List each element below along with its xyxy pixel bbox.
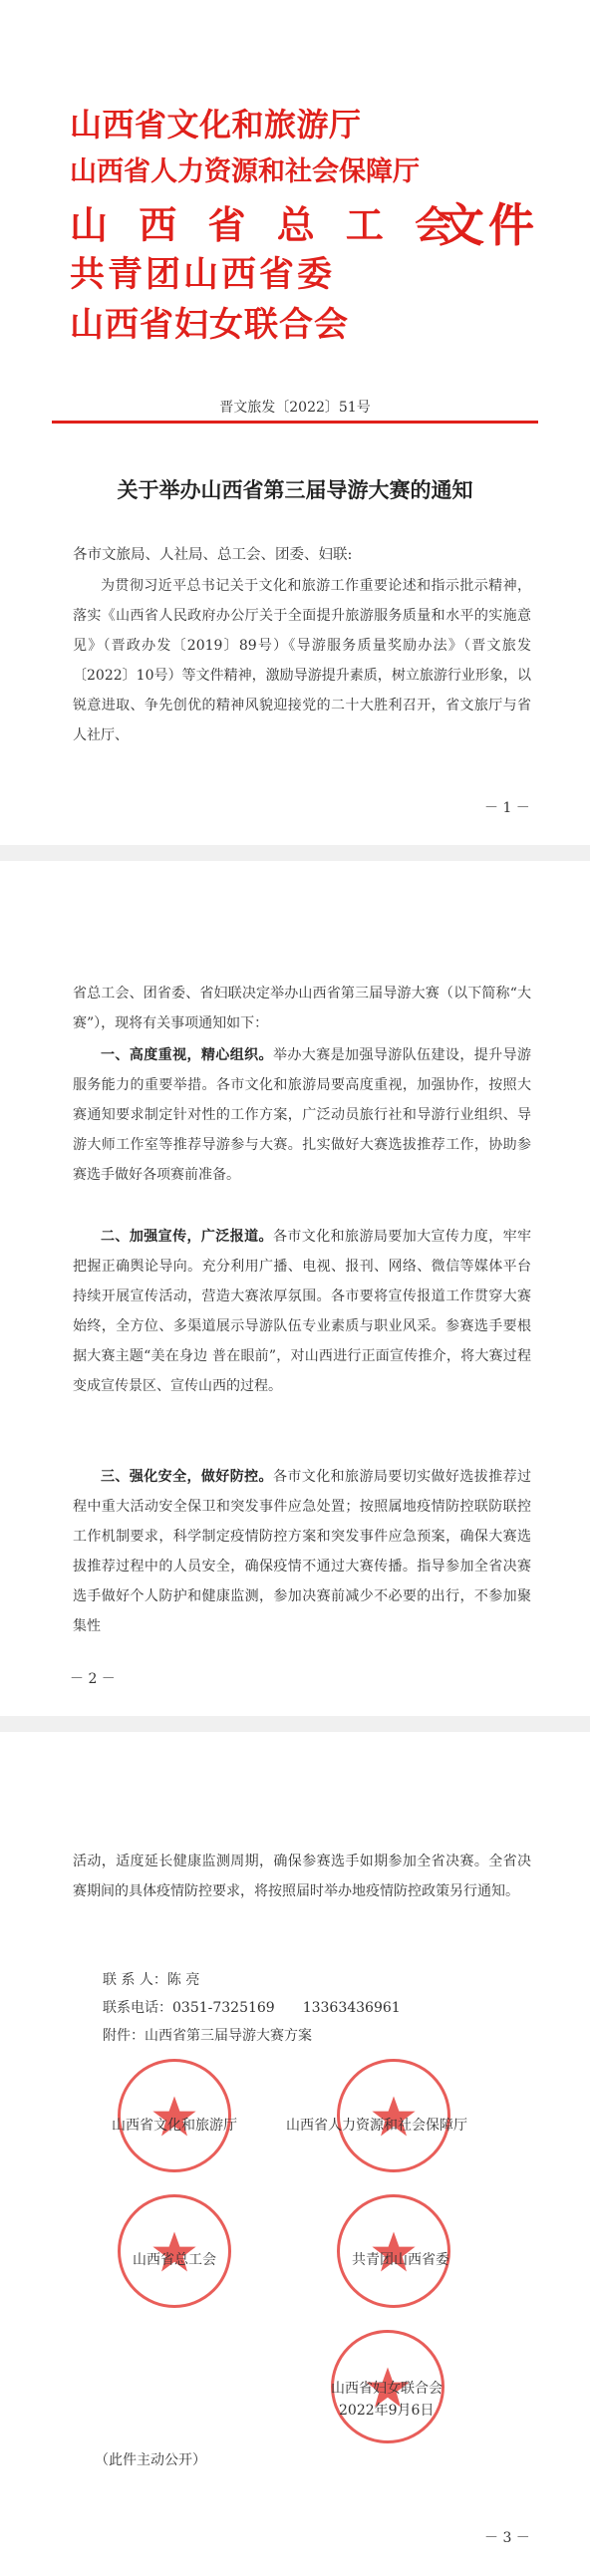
contact-phone <box>103 1997 401 2017</box>
signer-trade-union: 山西省总工会 <box>133 2252 216 2268</box>
doc-title: 关于举办山西省第三届导游大赛的通知 <box>117 477 473 502</box>
contact-phone-label: 联系电话： <box>103 2000 172 2016</box>
disclosure-note: （此件主动公开） <box>95 2452 206 2468</box>
org-youth-league: 共青团山西省委 <box>70 254 336 295</box>
doc-type-label: 文件 <box>439 198 538 252</box>
contact-person <box>103 1969 199 1989</box>
section-3-body: 各市文化和旅游局要切实做好选拔推荐过程中重大活动安全保卫和突发事件应急处置；按照属地疫情防控联防联控工作机制要求，科学制定疫情防控方案和突发事件应急预案，确保大赛选拔推荐过程中的人员安全，确保疫情不通过大赛传播。指导参加全省决赛选手做好个人防护和健康监测，参加决赛前减少不必要的出行，不参加聚集性 <box>73 1469 532 1634</box>
page-1 <box>0 0 590 845</box>
page-3 <box>0 1732 590 2576</box>
org-womens-federation: 山西省妇女联合会 <box>70 305 349 345</box>
section-2-body: 各市文化和旅游局要加大宣传力度，牢牢把握正确舆论导向。充分利用广播、电视、报刊、网络、微信等媒体平台持续开展宣传活动，营造大赛浓厚氛围。各市要将宣传报道工作贯穿大赛始终，全方位、多渠道展示导游队伍专业素质与职业风采。参赛选手要根据大赛主题“美在身边 普在眼前”，对山西进行正面宣传推介，将大赛过程变成宣传景区、宣传山西的过程。 <box>73 1229 532 1394</box>
attachment <box>103 2025 312 2045</box>
signer-human-resources: 山西省人力资源和社会保障厅 <box>286 2118 467 2134</box>
org-culture-tourism: 山西省文化和旅游厅 <box>70 106 362 143</box>
page-number: － 2 － <box>70 1671 116 1687</box>
section-3 <box>73 1462 531 1641</box>
page-number: － 3 － <box>484 2530 530 2546</box>
closing-paragraph: 活动，适度延长健康监测周期，确保参赛选手如期参加全省决赛。全省决赛期间的具体疫情防控要求，将按照届时举办地疫情防控政策另行通知。 <box>73 1854 531 1899</box>
section-1-lead: 一、高度重视，精心组织。 <box>101 1047 273 1063</box>
attachment-name: 山西省第三届导游大赛方案 <box>145 2028 312 2044</box>
intro-continued: 省总工会、团省委、省妇联决定举办山西省第三届导游大赛（以下简称“大赛”），现将有关事项通知如下： <box>73 986 531 1031</box>
signer-youth-league: 共青团山西省委 <box>352 2252 449 2268</box>
salutation: 各市文旅局、人社局、总工会、团委、妇联: <box>73 547 353 563</box>
doc-number: 晋文旅发〔2022〕51号 <box>219 400 371 416</box>
org-trade-union: 山 西 省 总 工 会 <box>70 202 462 247</box>
section-3-lead: 三、强化安全，做好防控。 <box>101 1469 273 1485</box>
org-human-resources: 山西省人力资源和社会保障厅 <box>70 156 420 187</box>
section-1 <box>73 1040 531 1190</box>
attachment-label: 附件： <box>103 2028 145 2044</box>
contact-person-value: 陈 亮 <box>166 1972 200 1988</box>
intro-paragraph: 为贯彻习近平总书记关于文化和旅游工作重要论述和指示批示精神，落实《山西省人民政府办公厅关于全面提升旅游服务质量和水平的实施意见》（晋政办发〔2019〕89号）《导游服务质量奖励办法》（晋文旅发〔2022〕10号）等文件精神，激励导游提升素质，树立旅游行业形象，以锐意进取、争先创优的精神风貌迎接党的二十大胜利召开，省文旅厅与省人社厅、 <box>73 578 531 743</box>
page-2 <box>0 861 590 1716</box>
section-1-body: 举办大赛是加强导游队伍建设，提升导游服务能力的重要举措。各市文化和旅游局要高度重视，加强协作，按照大赛通知要求制定针对性的工作方案，广泛动员旅行社和导游行业组织、导游大师工作室等推荐导游参与大赛。扎实做好大赛选拔推荐工作，协助参赛选手做好各项赛前准备。 <box>73 1047 532 1183</box>
contact-person-label: 联 系 人： <box>103 1972 167 1988</box>
red-divider <box>52 421 538 424</box>
issue-date: 2022年9月6日 <box>339 2403 435 2419</box>
contact-phone-value: 0351-7325169 13363436961 <box>172 2000 401 2016</box>
signer-womens-federation: 山西省妇女联合会 <box>331 2381 442 2397</box>
signer-culture-tourism: 山西省文化和旅游厅 <box>112 2118 237 2134</box>
page-number: － 1 － <box>484 800 530 816</box>
section-2 <box>73 1222 531 1401</box>
section-2-lead: 二、加强宣传，广泛报道。 <box>101 1229 273 1245</box>
